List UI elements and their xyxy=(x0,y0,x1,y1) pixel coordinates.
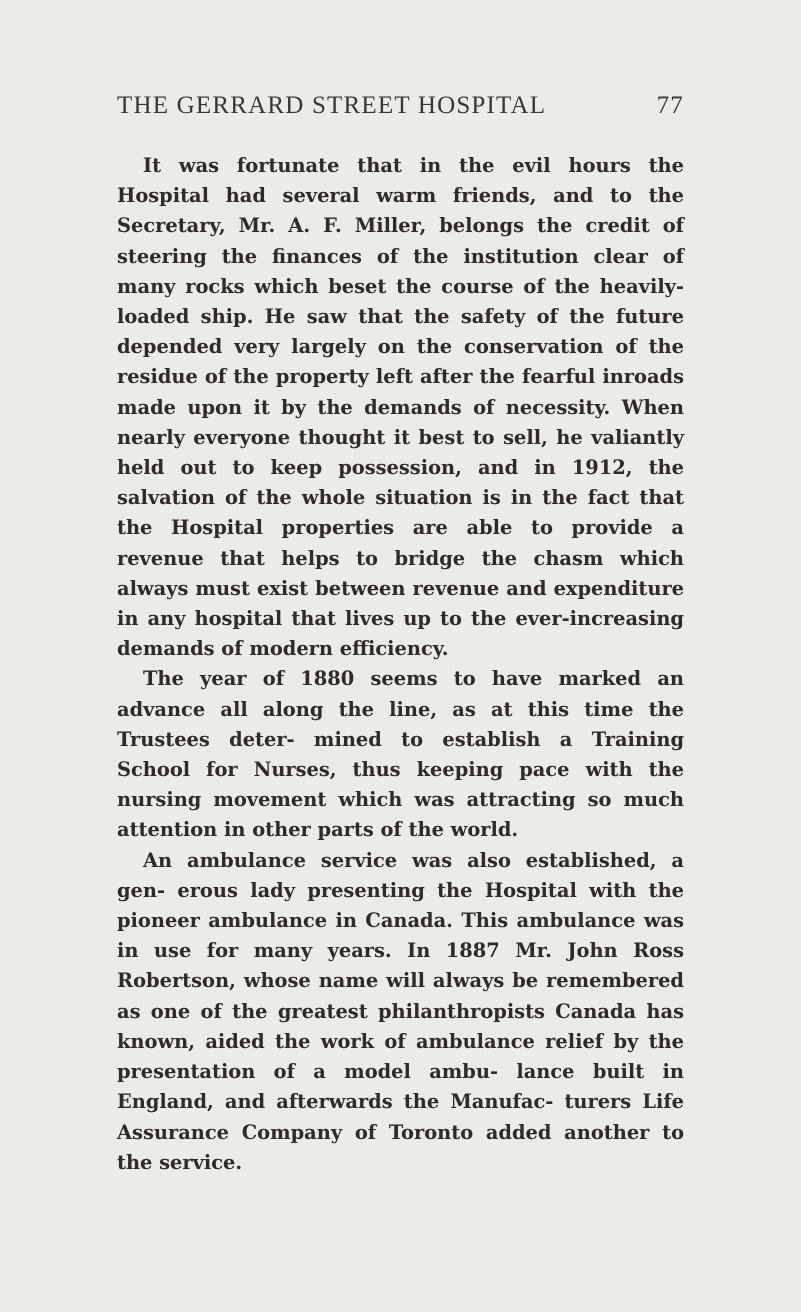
paragraph-1: It was fortunate that in the evil hours the Hospital had several warm friends, and to the Secretary, Mr. A. F. Miller, belongs the credit of steering the finances of the institution clear of many rocks which beset the course of the heavily-loaded ship. He saw that the safety of the future depended very largely on the conservation of the residue of the property left after the fearful inroads made upon it by the demands of necessity. When nearly everyone thought it best to sell, he valiantly held out to keep possession, and in 1912, the salvation of the whole situation is in the fact that the Hospital properties are able to provide a revenue that helps to bridge the chasm which always must exist between revenue and expenditure in any hospital that lives up to the ever-increasing demands of modern efficiency. xyxy=(117,154,684,661)
body-text xyxy=(117,151,684,1178)
paragraph-2: The year of 1880 seems to have marked an advance all along the line, as at this time the Trustees deter- mined to establish a Training School for Nurses, thus keeping pace with the nursing movement which was attracting so much attention in other parts of the world. xyxy=(117,667,684,842)
running-head xyxy=(117,92,684,120)
running-title: THE GERRARD STREET HOSPITAL xyxy=(117,92,547,119)
paragraph-3: An ambulance service was also established, a gen- erous lady presenting the Hospital with the pioneer ambulance in Canada. This ambulance was in use for many years. In 1887 Mr. John Ross Robertson, whose name will always be remembered as one of the greatest philanthropists Canada has known, aided the work of ambulance relief by the presentation of a model ambu- lance built in England, and afterwards the Manufac- turers Life Assurance Company of Toronto added another to the service. xyxy=(117,848,684,1174)
page-number: 77 xyxy=(656,92,684,119)
